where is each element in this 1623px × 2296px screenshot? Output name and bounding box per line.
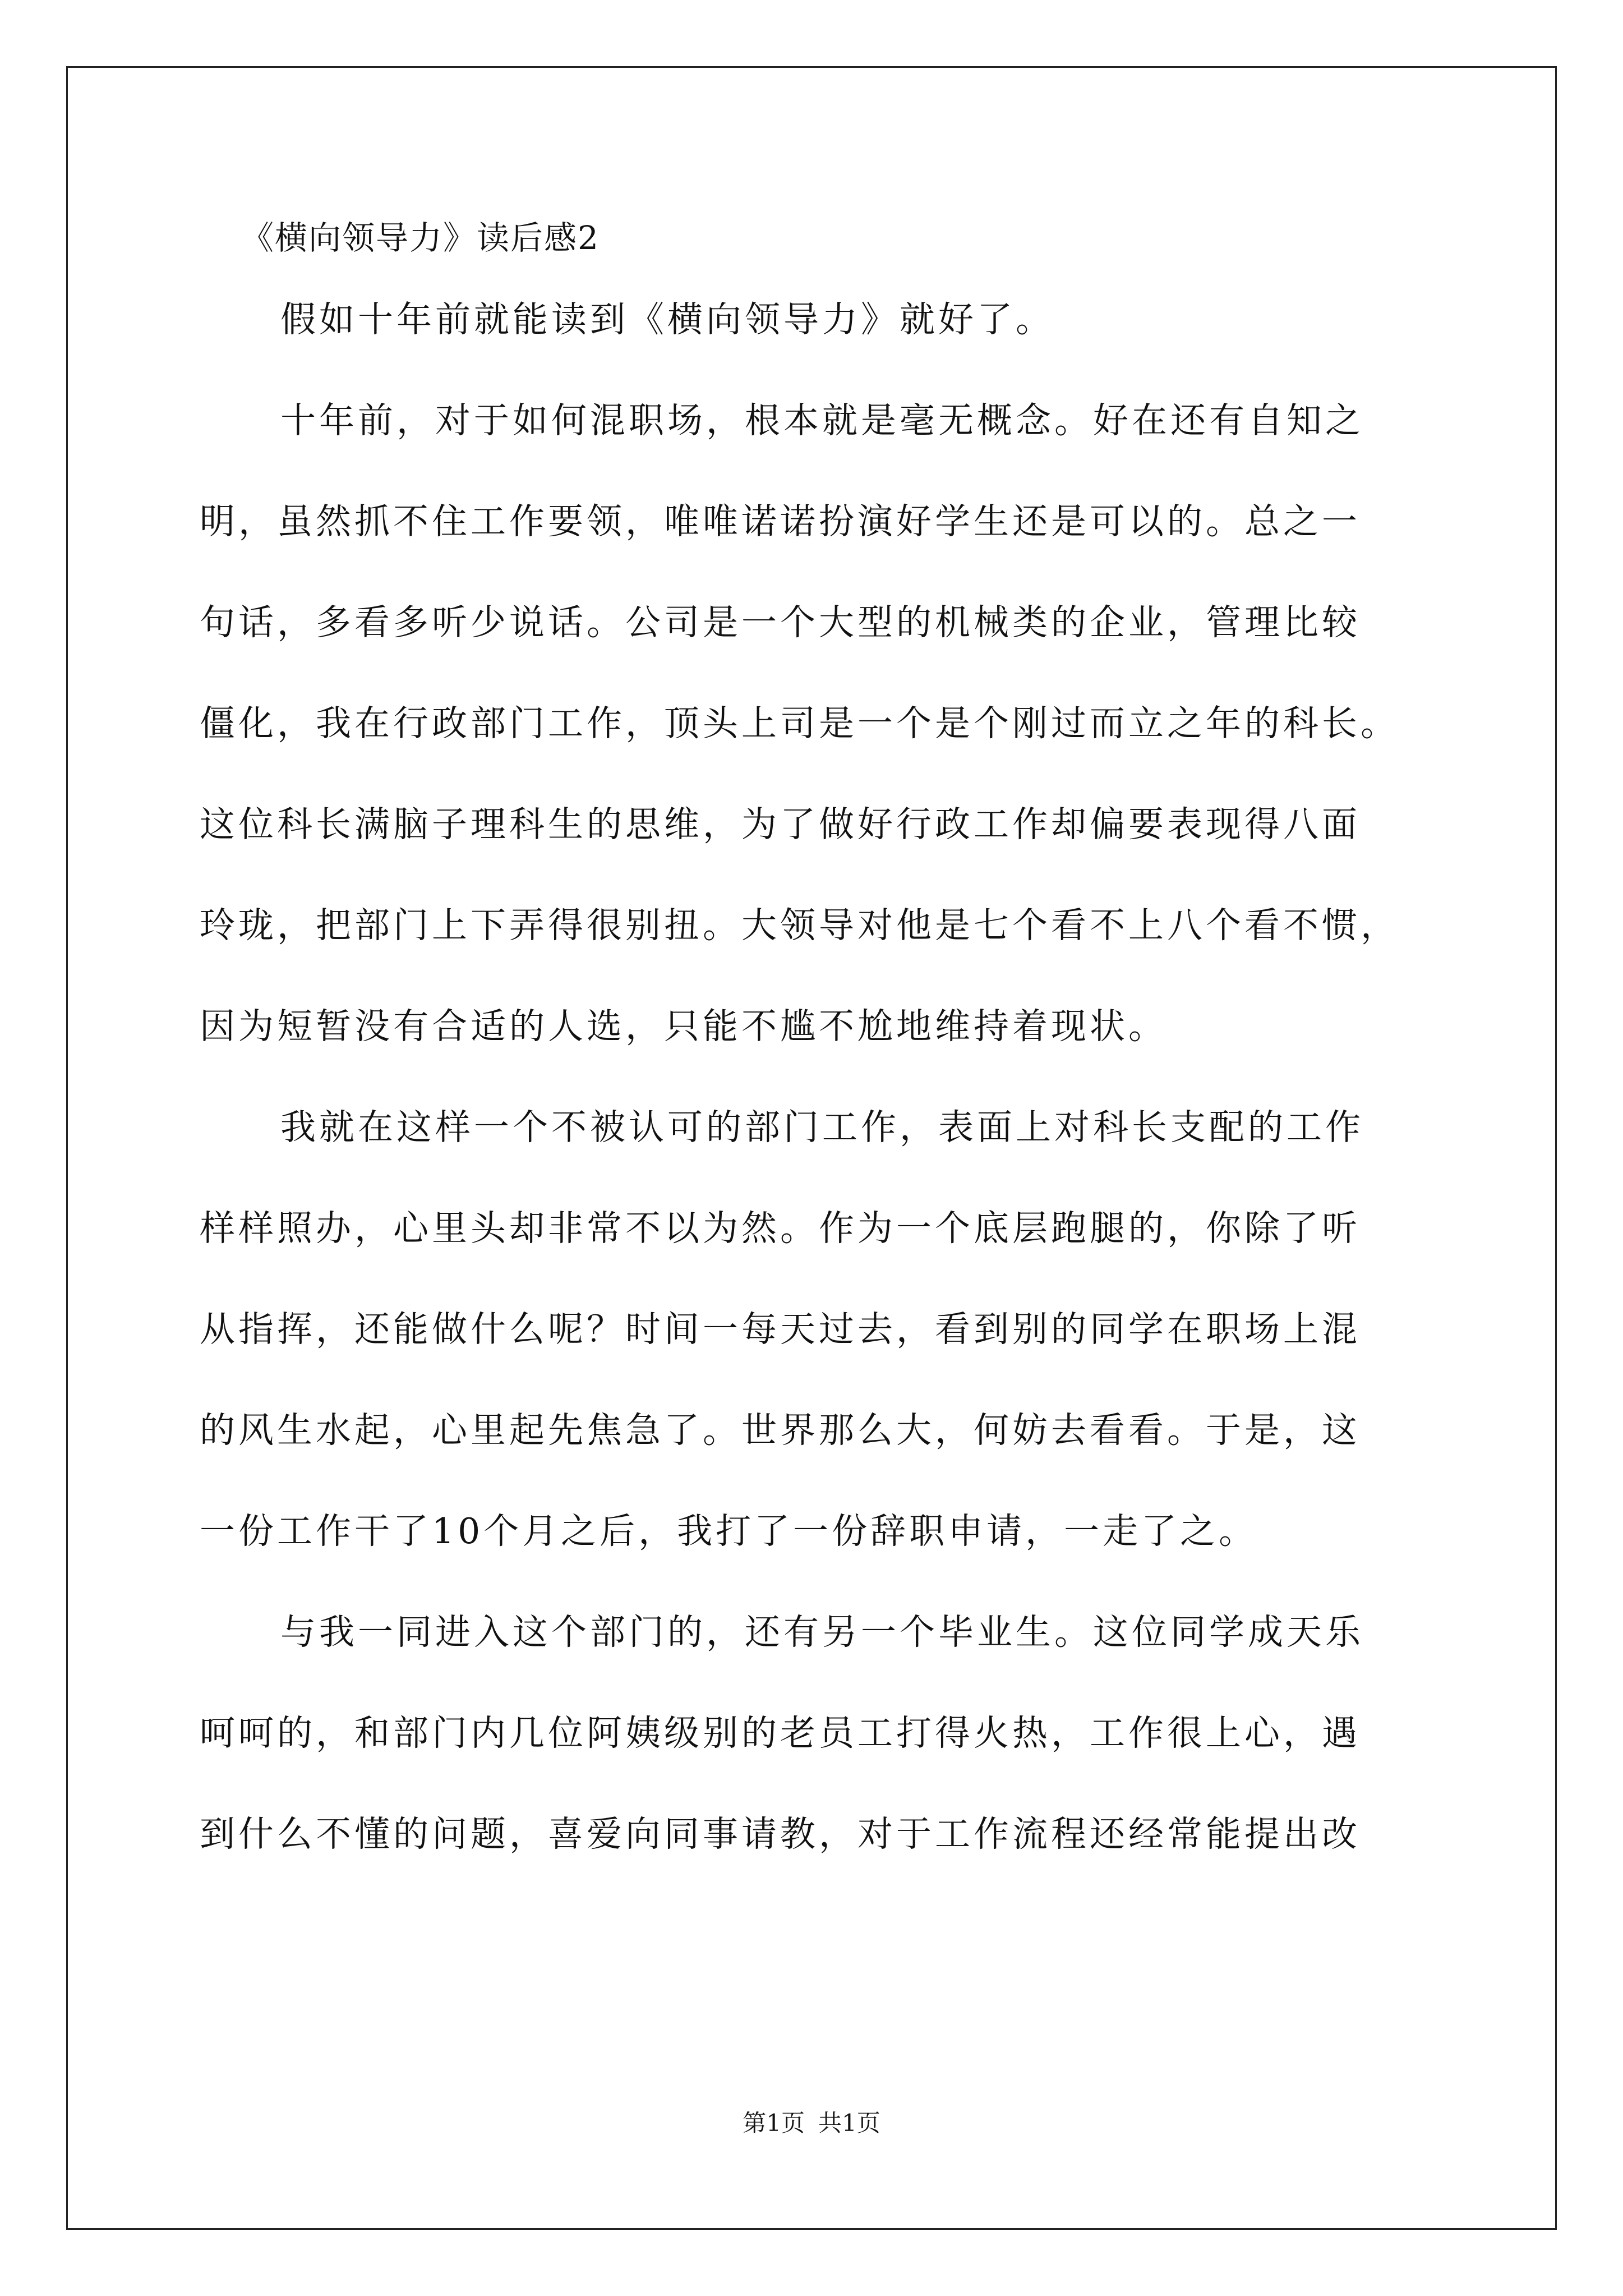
page-total: 共1页 — [818, 2109, 880, 2137]
paragraph-line: 到什么不懂的问题，喜爱向同事请教，对于工作流程还经常能提出改 — [200, 1814, 1361, 1855]
paragraph-line: 与我一同进入这个部门的，还有另一个毕业生。这位同学成天乐 — [280, 1612, 1364, 1653]
page-footer — [0, 2111, 1623, 2135]
paragraph-line: 我就在这样一个不被认可的部门工作，表面上对科长支配的工作 — [280, 1107, 1364, 1148]
paragraph-line: 句话，多看多听少说话。公司是一个大型的机械类的企业，管理比较 — [200, 602, 1361, 643]
paragraph-line: 这位科长满脑子理科生的思维，为了做好行政工作却偏要表现得八面 — [200, 804, 1361, 845]
page-number: 第1页 — [743, 2109, 805, 2137]
paragraph-line: 因为短暂没有合适的人选，只能不尴不尬地维持着现状。 — [200, 1006, 1167, 1047]
paragraph-line: 僵化，我在行政部门工作，顶头上司是一个是个刚过而立之年的科长。 — [200, 703, 1399, 744]
paragraph-line: 呵呵的，和部门内几位阿姨级别的老员工打得火热，工作很上心，遇 — [200, 1713, 1361, 1754]
paragraph-line: 明，虽然抓不住工作要领，唯唯诺诺扮演好学生还是可以的。总之一 — [200, 501, 1361, 542]
paragraph-line: 样样照办，心里头却非常不以为然。作为一个底层跑腿的，你除了听 — [200, 1208, 1361, 1249]
paragraph-line: 一份工作干了10个月之后，我打了一份辞职申请，一走了之。 — [200, 1511, 1258, 1552]
paragraph-line: 从指挥，还能做什么呢？时间一每天过去，看到别的同学在职场上混 — [200, 1309, 1361, 1350]
document-title: 《横向领导力》读后感2 — [241, 219, 600, 257]
paragraph-line: 假如十年前就能读到《横向领导力》就好了。 — [280, 299, 1054, 340]
page-border — [66, 66, 1557, 2230]
paragraph-line: 玲珑，把部门上下弄得很别扭。大领导对他是七个看不上八个看不惯， — [200, 905, 1399, 946]
paragraph-line: 的风生水起，心里起先焦急了。世界那么大，何妨去看看。于是，这 — [200, 1410, 1361, 1451]
paragraph-line: 十年前，对于如何混职场，根本就是毫无概念。好在还有自知之 — [280, 400, 1364, 441]
